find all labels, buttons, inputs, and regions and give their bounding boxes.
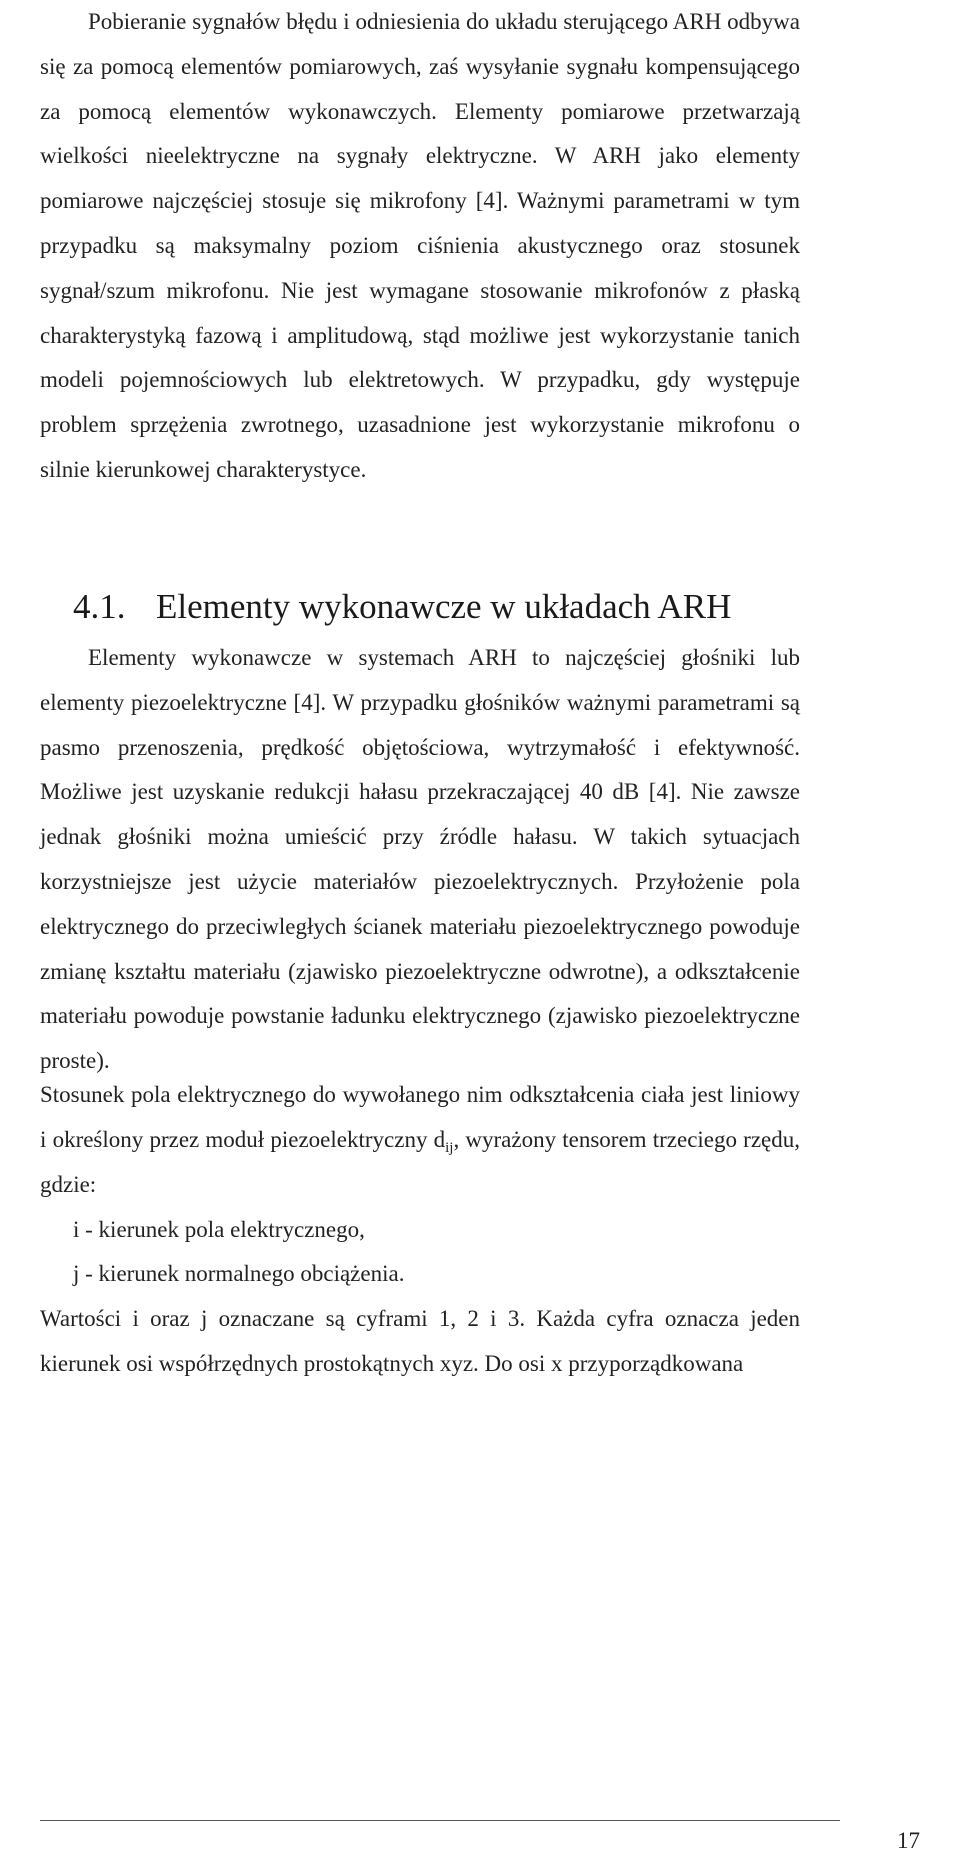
section-heading [73, 583, 731, 631]
piezo-module-text-tail: , wyrażony tensorem trzeciego rzędu, gdzie: [40, 1126, 801, 1197]
document-page [40, 0, 920, 1863]
paragraph-actuators: Elementy wykonawcze w systemach ARH to najczęściej głośniki lub elementy piezoelektryczne [4]. W przypadku głośników ważnymi parametrami są pasmo przenoszenia, prędkość objętościowa, wytrzymałość i efektywność. Możliwe jest uzyskanie redukcji hałasu przekraczającej 40 dB [4]. Nie zawsze jednak głośniki można umieścić przy źródle hałasu. W takich sytuacjach korzystniejsze jest użycie materiałów piezoelektrycznych. Przyłożenie pola elektrycznego do przeciwległych ścianek materiału piezoelektrycznego powoduje zmianę kształtu materiału (zjawisko piezoelektryczne odwrotne), a odkształcenie materiału powoduje powstanie ładunku elektrycznego (zjawisko piezoelektryczne proste). [40, 645, 800, 1074]
paragraph-axes: Wartości i oraz j oznaczane są cyframi 1, 2 i 3. Każda cyfra oznacza jeden kierunek osi współrzędnych prostokątnych xyz. Do osi x przyporządkowana [40, 1306, 800, 1376]
section-number: 4.1. [73, 587, 126, 626]
subscript-ij: ij [445, 1139, 454, 1156]
paragraph-piezo-module [40, 1073, 800, 1207]
list-item-j: j - kierunek normalnego obciążenia. [73, 1261, 405, 1286]
list-item-i: i - kierunek pola elektrycznego, [73, 1217, 365, 1242]
piezo-module-text: Stosunek pola elektrycznego do wywołanego nim odkształcenia ciała jest liniowy i określony przez moduł piezoelektryczny d [40, 1082, 800, 1152]
footer-divider [40, 1820, 840, 1821]
section-title: Elementy wykonawcze w układach ARH [156, 587, 732, 626]
page-number: 17 [897, 1828, 920, 1853]
paragraph-measuring-elements: Pobieranie sygnałów błędu i odniesienia do układu sterującego ARH odbywa się za pomocą elementów pomiarowych, zaś wysyłanie sygnału kompensującego za pomocą elementów wykonawczych. Elementy pomiarowe przetwarzają wielkości nieelektryczne na sygnały elektryczne. W ARH jako elementy pomiarowe najczęściej stosuje się mikrofony [4]. Ważnymi parametrami w tym przypadku są maksymalny poziom ciśnienia akustycznego oraz stosunek sygnał/szum mikrofonu. Nie jest wymagane stosowanie mikrofonów z płaską charakterystyką fazową i amplitudową, stąd możliwe jest wykorzystanie tanich modeli pojemnościowych lub elektretowych. W przypadku, gdy występuje problem sprzężenia zwrotnego, uzasadnione jest wykorzystanie mikrofonu o silnie kierunkowej charakterystyce. [40, 9, 800, 482]
